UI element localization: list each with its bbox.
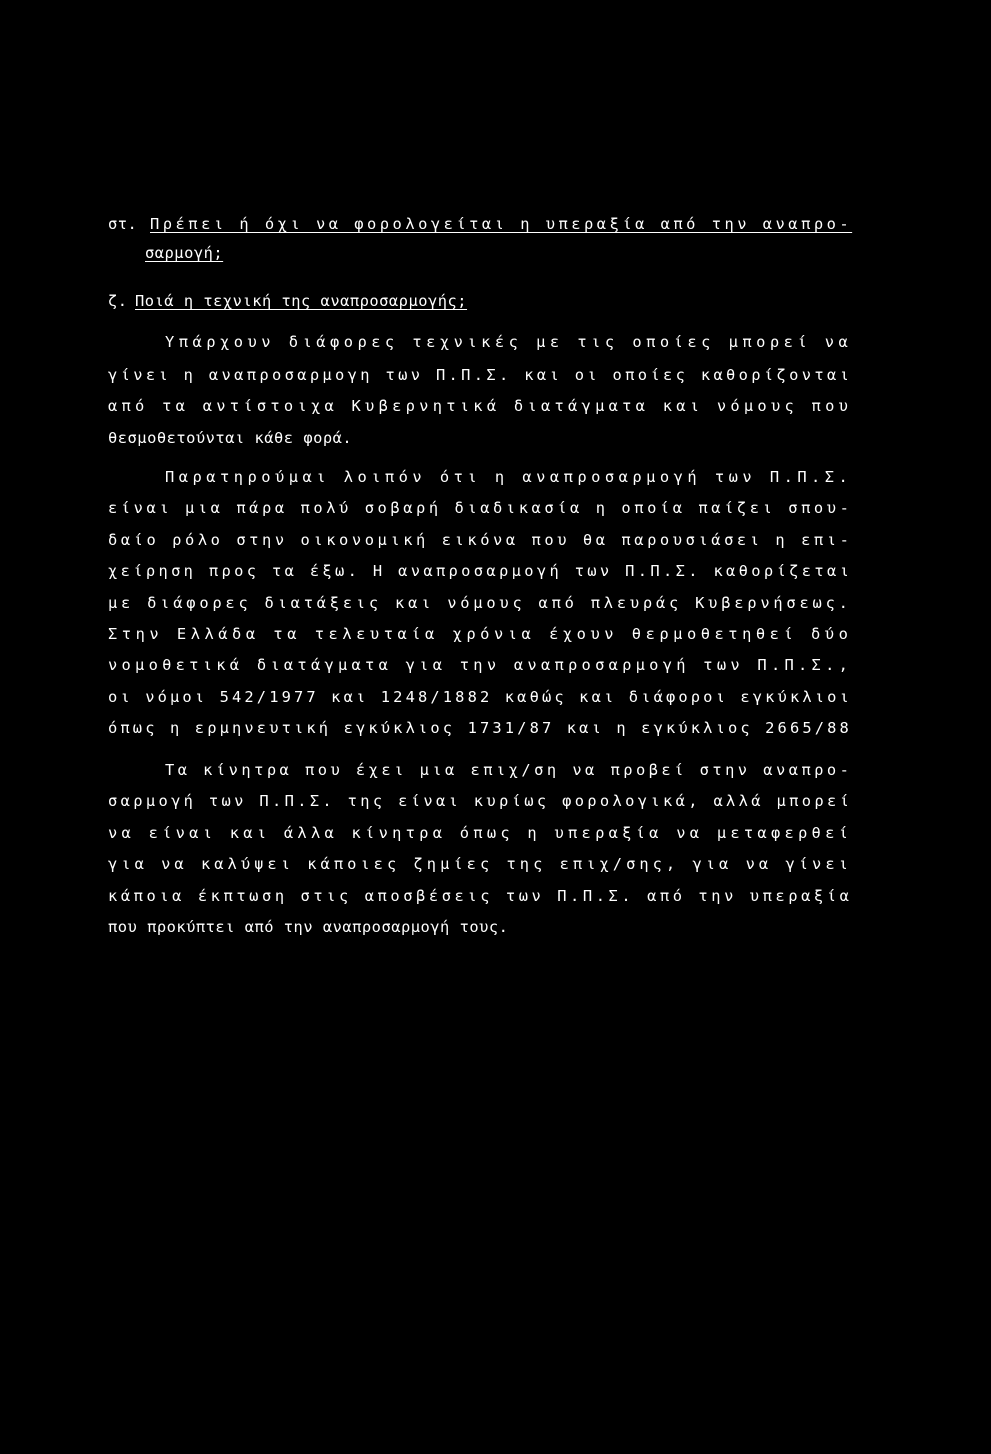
paragraph-2-line-6: Στην Ελλάδα τα τελευταία χρόνια έχουν θερμοθετηθεί δύο — [108, 625, 853, 643]
heading-st-marker: στ. — [108, 215, 138, 233]
paragraph-3-line-1: Τα κίνητρα που έχει μια επιχ/ση να προβεί στην αναπρο- — [165, 761, 853, 779]
paragraph-3-line-2: σαρμογή των Π.Π.Σ. της είναι κυρίως φορολογικά, αλλά μπορεί — [108, 792, 853, 810]
paragraph-2-line-2: είναι μια πάρα πολύ σοβαρή διαδικασία η οποία παίζει σπου- — [108, 499, 853, 517]
paragraph-2-line-5: με διάφορες διατάξεις και νόμους από πλευράς Κυβερνήσεως. — [108, 594, 852, 612]
paragraph-2-line-3: δαίο ρόλο στην οικονομική εικόνα που θα παρουσιάσει η επι- — [108, 531, 853, 549]
paragraph-2-line-9: όπως η ερμηνευτική εγκύκλιος 1731/87 και η εγκύκλιος 2665/88 — [108, 719, 852, 737]
paragraph-3-line-5: κάποια έκπτωση στις αποσβέσεις των Π.Π.Σ. από την υπεραξία — [108, 887, 853, 905]
heading-st-line-2: σαρμογή; — [145, 244, 224, 262]
paragraph-2-line-8: οι νόμοι 542/1977 και 1248/1882 καθώς και διάφοροι εγκύκλιοι — [108, 688, 852, 706]
paragraph-1-line-1: Υπάρχουν διάφορες τεχνικές με τις οποίες μπορεί να — [165, 333, 853, 351]
paragraph-2-line-4: χείρηση προς τα έξω. Η αναπροσαρμογή των Π.Π.Σ. καθορίζεται — [108, 562, 853, 580]
paragraph-3-line-3: να είναι και άλλα κίνητρα όπως η υπεραξία να μεταφερθεί — [108, 824, 853, 842]
paragraph-1-line-2: γίνει η αναπροσαρμογη των Π.Π.Σ. και οι οποίες καθορίζονται — [108, 366, 853, 384]
paragraph-3-line-6: που προκύπτει από την αναπροσαρμογή τους. — [108, 918, 509, 936]
paragraph-2-line-1: Παρατηρούμαι λοιπόν ότι η αναπροσαρμογή των Π.Π.Σ. — [165, 468, 853, 486]
paragraph-2-line-7: νομοθετικά διατάγματα για την αναπροσαρμογή των Π.Π.Σ., — [108, 656, 853, 674]
heading-z-marker: ζ. — [108, 292, 128, 310]
heading-z-line-1: Ποιά η τεχνική της αναπροσαρμογής; — [135, 292, 468, 310]
paragraph-1-line-4: θεσμοθετούνται κάθε φορά. — [108, 429, 353, 447]
heading-st-line-1: Πρέπει ή όχι να φορολογείται η υπεραξία από την αναπρο- — [150, 215, 853, 233]
paragraph-1-line-3: από τα αντίστοιχα Κυβερνητικά διατάγματα και νόμους που — [108, 397, 853, 415]
paragraph-3-line-4: για να καλύψει κάποιες ζημίες της επιχ/σης, για να γίνει — [108, 855, 852, 873]
